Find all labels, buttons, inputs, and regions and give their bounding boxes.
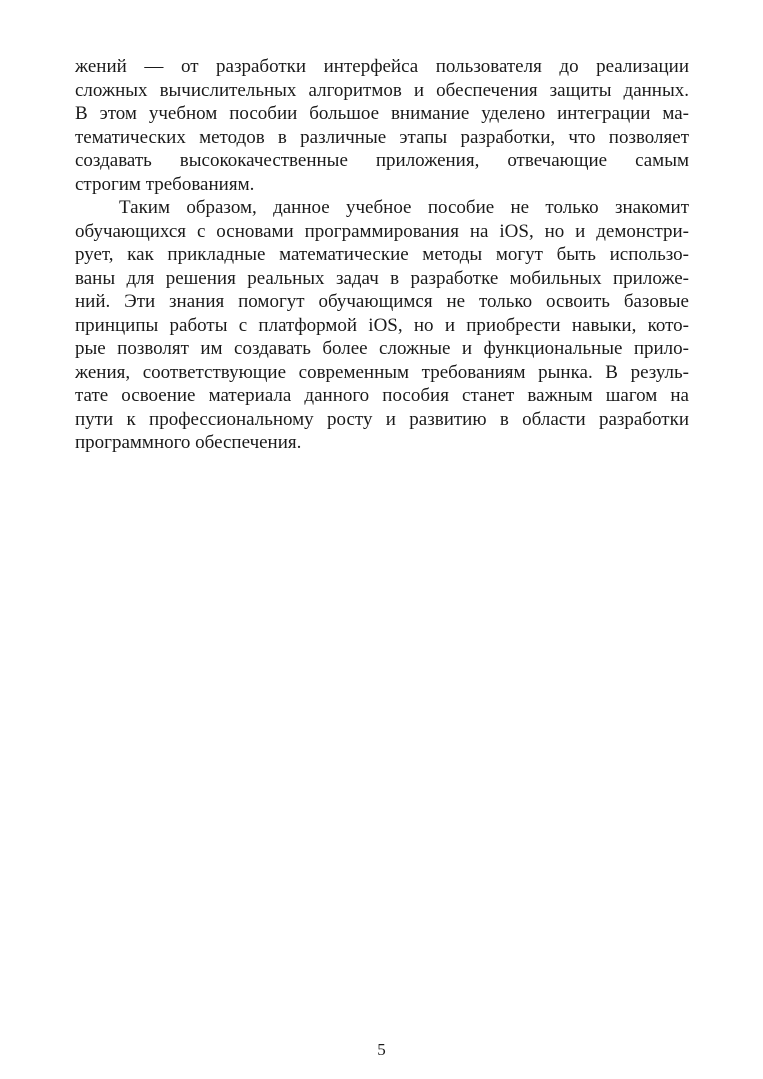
text-line: обучающихся с основами программирования на iOS, но и демонстри- bbox=[75, 220, 689, 242]
page-number: 5 bbox=[377, 1040, 386, 1059]
text-line: программного обеспечения. bbox=[75, 432, 302, 453]
paragraph-2 bbox=[75, 196, 689, 455]
paragraph-1 bbox=[75, 55, 689, 196]
text-line: пути к профессиональному росту и развитию в области разработки bbox=[75, 408, 689, 430]
text-line: ваны для решения реальных задач в разработке мобильных приложе- bbox=[75, 267, 689, 289]
text-line: тате освоение материала данного пособия станет важным шагом на bbox=[75, 385, 689, 406]
text-line: тематических методов в различные этапы разработки, что позволяет bbox=[75, 126, 689, 148]
text-line: В этом учебном пособии большое внимание уделено интеграции ма- bbox=[75, 103, 689, 124]
text-line: строгим требованиям. bbox=[75, 173, 255, 195]
text-line: жений — от разработки интерфейса пользователя до реализации bbox=[75, 56, 689, 77]
text-line: создавать высококачественные приложения, отвечающие самым bbox=[75, 150, 689, 171]
text-line: рые позволят им создавать более сложные и функциональные прило- bbox=[75, 338, 689, 359]
text-line: сложных вычислительных алгоритмов и обеспечения защиты данных. bbox=[75, 79, 689, 101]
text-line: жения, соответствующие современным требованиям рынка. В резуль- bbox=[75, 361, 689, 383]
page-body bbox=[75, 55, 689, 455]
text-line: рует, как прикладные математические методы могут быть использо- bbox=[75, 244, 689, 265]
text-line: ний. Эти знания помогут обучающимся не только освоить базовые bbox=[75, 291, 689, 312]
text-line: принципы работы с платформой iOS, но и приобрести навыки, кото- bbox=[75, 314, 689, 336]
text-line: Таким образом, данное учебное пособие не только знакомит bbox=[119, 197, 689, 218]
